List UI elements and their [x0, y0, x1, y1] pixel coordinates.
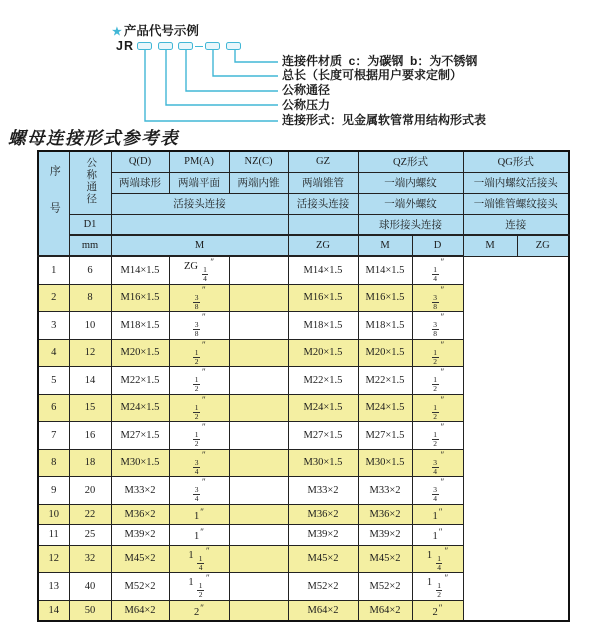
cell-qz_m: [229, 573, 288, 601]
code-box-4: [205, 42, 220, 50]
cell-dn: 50: [69, 600, 111, 621]
cell-dn: 25: [69, 525, 111, 546]
cell-qg_zg: [412, 477, 463, 505]
fraction: $\frac{1}{2}$: [194, 347, 199, 366]
fraction: $\frac{3}{4}$: [194, 457, 199, 476]
header-gz-connection: 活接头连接: [288, 193, 358, 214]
header-qz-sub1: 一端内螺纹: [358, 172, 463, 193]
blank-cell: [111, 214, 288, 235]
cell-gz_zg: [169, 449, 229, 477]
cell-qz_m: [229, 367, 288, 395]
inch-mark: ″: [202, 477, 206, 487]
cell-seq: 14: [38, 600, 69, 621]
fraction: $\frac{3}{8}$: [194, 320, 199, 339]
cell-m: M30×1.5: [111, 449, 169, 477]
inch-mark: ″: [438, 527, 443, 538]
cell-seq: 13: [38, 573, 69, 601]
header-gz-sub: 两端锥管: [288, 172, 358, 193]
header-q: Q(D): [111, 151, 169, 172]
code-prefix: JR: [116, 39, 134, 53]
cell-m: M18×1.5: [111, 312, 169, 340]
inch-mark: ″: [200, 527, 204, 538]
cell-dn: 6: [69, 256, 111, 284]
cell-gz_zg: [169, 312, 229, 340]
inch-mark: ″: [440, 422, 445, 432]
cell-qg_m: M39×2: [358, 525, 412, 546]
cell-seq: 7: [38, 422, 69, 450]
cell-dn: 12: [69, 339, 111, 367]
table-header: [38, 151, 569, 256]
inch-mark: ″: [440, 339, 445, 350]
cell-qz_m: [229, 284, 288, 312]
fraction: $\frac{3}{4}$: [194, 485, 199, 504]
cell-qg_zg: [412, 422, 463, 450]
inch-mark: ″: [440, 367, 445, 377]
code-box-2: [158, 42, 173, 50]
inch-mark: ″: [200, 602, 204, 613]
cell-qg_zg: [412, 284, 463, 312]
diagram-heading: [112, 21, 199, 39]
inch-mark: ″: [440, 477, 445, 487]
table-body: [38, 256, 569, 621]
inch-mark: ″: [210, 257, 215, 267]
code-dash: [195, 46, 203, 48]
cell-dn: 15: [69, 394, 111, 422]
table-row: [38, 545, 569, 573]
cell-qz_m: [229, 256, 288, 284]
label-total-length: 总长（长度可根据用户要求定制）: [282, 68, 463, 82]
cell-m: M64×2: [111, 600, 169, 621]
inch-mark: ″: [444, 573, 449, 583]
cell-seq: 6: [38, 394, 69, 422]
cell-qz_m: [229, 422, 288, 450]
header-qg-connection: 连接: [463, 214, 569, 235]
cell-gz_zg: [169, 422, 229, 450]
cell-qz_d: M16×1.5: [288, 284, 358, 312]
fraction: $\frac{1}{2}$: [433, 375, 437, 394]
inch-mark: ″: [202, 312, 206, 322]
fraction: $\frac{1}{4}$: [437, 553, 441, 572]
cell-qg_m: M64×2: [358, 600, 412, 621]
cell-qz_m: [229, 312, 288, 340]
cell-m: M45×2: [111, 545, 169, 573]
cell-qg_m: M16×1.5: [358, 284, 412, 312]
cell-qg_zg: 1 $\frac{1}{2}$ ″: [412, 573, 463, 601]
cell-m: M24×1.5: [111, 394, 169, 422]
fraction: $\frac{1}{4}$: [198, 553, 203, 572]
fraction: $\frac{1}{2}$: [198, 581, 203, 600]
fraction: $\frac{3}{8}$: [433, 292, 437, 311]
inch-mark: ″: [200, 506, 204, 517]
table-row: [38, 256, 569, 284]
cell-m: M14×1.5: [111, 256, 169, 284]
code-box-5: [226, 42, 241, 50]
cell-qg_zg: [412, 394, 463, 422]
header-q-sub: 两端球形: [111, 172, 169, 193]
inch-mark: ″: [444, 545, 449, 556]
cell-qz_d: M30×1.5: [288, 449, 358, 477]
header-qz-sub2: 一端外螺纹: [358, 193, 463, 214]
cell-gz_zg: [169, 284, 229, 312]
cell-seq: 11: [38, 525, 69, 546]
cell-m: M27×1.5: [111, 422, 169, 450]
header-union-connection: 活接头连接: [111, 193, 288, 214]
cell-dn: 10: [69, 312, 111, 340]
header-qg-m: M: [463, 235, 517, 256]
cell-gz_zg: 1 $\frac{1}{4}$ ″: [169, 545, 229, 573]
cell-qz_d: M45×2: [288, 545, 358, 573]
label-connection-form: 连接形式：见金属软管常用结构形式表: [282, 113, 487, 127]
cell-seq: 3: [38, 312, 69, 340]
cell-m: M39×2: [111, 525, 169, 546]
table-row: [38, 525, 569, 546]
cell-qg_m: M52×2: [358, 573, 412, 601]
table-row: [38, 284, 569, 312]
cell-gz_zg: 1″: [169, 504, 229, 525]
cell-dn: 16: [69, 422, 111, 450]
cell-qz_d: M33×2: [288, 477, 358, 505]
header-qg-sub1: 一端内螺纹活接头: [463, 172, 569, 193]
header-qz-connection: 球形接头连接: [358, 214, 463, 235]
table-row: [38, 312, 569, 340]
fraction: $\frac{1}{4}$: [433, 265, 437, 284]
cell-m: M22×1.5: [111, 367, 169, 395]
header-d1: D1: [69, 214, 111, 235]
cell-qg_m: M22×1.5: [358, 367, 412, 395]
cell-m: M52×2: [111, 573, 169, 601]
cell-seq: 8: [38, 449, 69, 477]
header-zg-column: ZG: [288, 235, 358, 256]
table-row: [38, 339, 569, 367]
cell-qz_d: M24×1.5: [288, 394, 358, 422]
cell-m: M16×1.5: [111, 284, 169, 312]
cell-qz_d: M39×2: [288, 525, 358, 546]
cell-dn: 18: [69, 449, 111, 477]
cell-qg_zg: [412, 256, 463, 284]
cell-qg_m: M18×1.5: [358, 312, 412, 340]
table-title: 螺母连接形式参考表: [8, 129, 179, 149]
fraction: $\frac{1}{2}$: [437, 581, 441, 600]
cell-dn: 14: [69, 367, 111, 395]
cell-qz_d: M22×1.5: [288, 367, 358, 395]
header-pm-sub: 两端平面: [169, 172, 229, 193]
inch-mark: ″: [205, 545, 210, 556]
fraction: $\frac{1}{2}$: [433, 347, 437, 366]
inch-mark: ″: [202, 284, 206, 295]
cell-qz_m: [229, 477, 288, 505]
header-m-column: M: [111, 235, 288, 256]
cell-qg_zg: 2″: [412, 600, 463, 621]
cell-seq: 1: [38, 256, 69, 284]
table-row: [38, 600, 569, 621]
cell-seq: 12: [38, 545, 69, 573]
fraction: $\frac{3}{4}$: [433, 485, 437, 504]
cell-qg_m: M14×1.5: [358, 256, 412, 284]
fraction: $\frac{1}{4}$: [203, 265, 207, 284]
inch-mark: ″: [202, 422, 206, 432]
inch-mark: ″: [440, 312, 445, 322]
cell-qg_zg: [412, 367, 463, 395]
inch-mark: ″: [438, 506, 443, 517]
cell-gz_zg: [169, 339, 229, 367]
header-nz-sub: 两端内锥: [229, 172, 288, 193]
fraction: $\frac{1}{2}$: [194, 375, 199, 394]
fraction: $\frac{1}{2}$: [433, 402, 437, 421]
code-box-1: [137, 42, 152, 50]
header-qz-m: M: [358, 235, 412, 256]
table-row: [38, 394, 569, 422]
fraction: $\frac{3}{8}$: [194, 292, 199, 311]
fraction: $\frac{1}{2}$: [194, 430, 199, 449]
cell-dn: 20: [69, 477, 111, 505]
table-row: [38, 449, 569, 477]
inch-mark: ″: [202, 367, 206, 377]
cell-qg_zg: [412, 339, 463, 367]
label-nominal-diameter: 公称通径: [282, 83, 331, 97]
cell-qz_d: M20×1.5: [288, 339, 358, 367]
fraction: $\frac{1}{2}$: [194, 402, 199, 421]
diagram-heading-text: 产品代号示例: [123, 24, 199, 38]
cell-qz_d: M18×1.5: [288, 312, 358, 340]
inch-mark: ″: [440, 449, 445, 460]
header-qg-zg: ZG: [517, 235, 569, 256]
fraction: $\frac{1}{2}$: [433, 430, 437, 449]
inch-mark: ″: [202, 394, 206, 405]
cell-qz_d: M52×2: [288, 573, 358, 601]
table-row: [38, 504, 569, 525]
cell-dn: 40: [69, 573, 111, 601]
header-qz: QZ形式: [358, 151, 463, 172]
cell-qg_zg: [412, 312, 463, 340]
cell-qz_d: M36×2: [288, 504, 358, 525]
cell-qz_m: [229, 525, 288, 546]
fraction: $\frac{3}{8}$: [433, 320, 437, 339]
cell-qz_m: [229, 339, 288, 367]
cell-gz_zg: [169, 367, 229, 395]
header-dn: 公称通径: [69, 151, 111, 214]
cell-qg_m: M45×2: [358, 545, 412, 573]
cell-qz_m: [229, 600, 288, 621]
cell-qg_zg: [412, 449, 463, 477]
cell-dn: 8: [69, 284, 111, 312]
cell-qg_m: M30×1.5: [358, 449, 412, 477]
cell-qg_m: M36×2: [358, 504, 412, 525]
cell-m: M20×1.5: [111, 339, 169, 367]
cell-seq: 5: [38, 367, 69, 395]
cell-gz_zg: 1 $\frac{1}{2}$ ″: [169, 573, 229, 601]
cell-qg_zg: 1″: [412, 504, 463, 525]
cell-gz_zg: ZG $\frac{1}{4}$ ″: [169, 256, 229, 284]
cell-qz_m: [229, 545, 288, 573]
header-seq: 序号: [38, 151, 69, 256]
cell-qg_m: M33×2: [358, 477, 412, 505]
star-icon: ★: [112, 26, 122, 38]
cell-m: M36×2: [111, 504, 169, 525]
inch-mark: ″: [202, 339, 206, 350]
header-pm: PM(A): [169, 151, 229, 172]
cell-dn: 32: [69, 545, 111, 573]
cell-qz_d: M64×2: [288, 600, 358, 621]
cell-qz_d: M27×1.5: [288, 422, 358, 450]
inch-mark: ″: [440, 394, 445, 405]
cell-gz_zg: [169, 394, 229, 422]
inch-mark: ″: [440, 284, 445, 295]
table-row: [38, 477, 569, 505]
inch-mark: ″: [438, 602, 443, 613]
header-nz: NZ(C): [229, 151, 288, 172]
cell-gz_zg: 1″: [169, 525, 229, 546]
cell-seq: 9: [38, 477, 69, 505]
blank-cell: [288, 214, 358, 235]
fraction: $\frac{3}{4}$: [433, 457, 437, 476]
cell-gz_zg: [169, 477, 229, 505]
header-gz: GZ: [288, 151, 358, 172]
cell-m: M33×2: [111, 477, 169, 505]
cell-qg_zg: 1 $\frac{1}{4}$ ″: [412, 545, 463, 573]
cell-dn: 22: [69, 504, 111, 525]
cell-qg_m: M20×1.5: [358, 339, 412, 367]
table-row: [38, 573, 569, 601]
cell-qg_m: M27×1.5: [358, 422, 412, 450]
cell-seq: 10: [38, 504, 69, 525]
header-qz-d: D: [412, 235, 463, 256]
code-box-3: [178, 42, 193, 50]
cell-qz_m: [229, 449, 288, 477]
header-mm: mm: [69, 235, 111, 256]
label-nominal-pressure: 公称压力: [282, 98, 331, 112]
cell-gz_zg: 2″: [169, 600, 229, 621]
table-row: [38, 422, 569, 450]
header-qg: QG形式: [463, 151, 569, 172]
header-qg-sub2: 一端锥管螺纹接头: [463, 193, 569, 214]
cell-seq: 4: [38, 339, 69, 367]
cell-qz_d: M14×1.5: [288, 256, 358, 284]
cell-qg_zg: 1″: [412, 525, 463, 546]
cell-qz_m: [229, 504, 288, 525]
cell-seq: 2: [38, 284, 69, 312]
cell-qg_m: M24×1.5: [358, 394, 412, 422]
inch-mark: ″: [205, 573, 210, 583]
inch-mark: ″: [440, 257, 445, 267]
reference-table: [37, 150, 570, 622]
table-row: [38, 367, 569, 395]
cell-qz_m: [229, 394, 288, 422]
inch-mark: ″: [202, 449, 206, 460]
label-material: 连接件材质 c：为碳钢 b：为不锈钢: [282, 54, 478, 68]
